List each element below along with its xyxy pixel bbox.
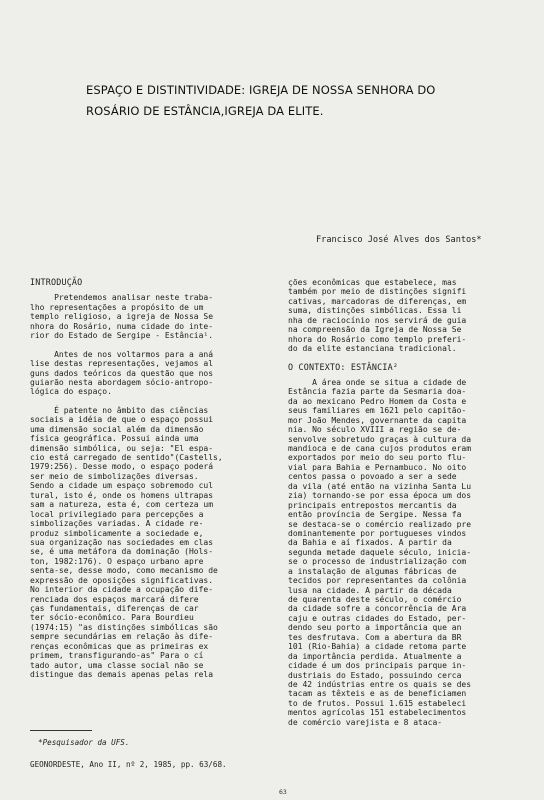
text-line: sociais a idéia de que o espaço possui	[30, 415, 214, 425]
text-line: na compreensão da Igreja de Nossa Se	[288, 325, 462, 335]
section-heading-contexto: O CONTEXTO: ESTÂNCIA²	[288, 361, 399, 372]
left-column	[30, 278, 278, 680]
text-line: sam a natureza, esta é, com certeza um	[30, 500, 214, 510]
text-line: senta-se, desse modo, como mecanismo de	[30, 566, 218, 576]
paragraph	[30, 350, 278, 397]
text-line: dominantemente por portugueses vindos	[288, 528, 467, 538]
text-line: A área onde se situa a cidade de	[288, 377, 467, 387]
text-line: tural, isto é, onde os homens ultrapas	[30, 490, 214, 500]
text-line: lise destas representações, vejamos al	[30, 359, 214, 369]
text-line: da Bahia e aí fixados. A partir da	[288, 538, 452, 548]
text-line: simbolizações variadas. A cidade re-	[30, 519, 204, 529]
text-line: exportados por meio do seu porto flu-	[288, 453, 467, 463]
text-line: guns dados teóricos da questão que nos	[30, 368, 214, 378]
text-line: do da elite estanciana tradicional.	[288, 344, 457, 354]
text-line: Pretendemos analisar neste traba-	[30, 293, 214, 303]
text-line: tacam as têxteis e as de beneficiamen	[288, 689, 467, 699]
text-line: expressão de oposições significativas.	[30, 575, 214, 585]
text-line: principais entrepostos mercantis da	[288, 500, 457, 510]
text-line: Estância fazia parte da Sesmaria doa-	[288, 387, 467, 397]
text-line: vial para Bahia e Pernambuco. No oito	[288, 462, 467, 472]
title-line-1: ESPAÇO E DISTINTIVIDADE: IGREJA DE NOSSA SENHORA DO	[86, 83, 436, 97]
text-line: senvolve sobretudo graças à cultura da	[288, 434, 472, 444]
paragraph	[30, 293, 278, 340]
text-line: caju e outras cidades do Estado, per-	[288, 613, 467, 623]
text-line: da vila (até então na vizinha Santa Lu	[288, 481, 472, 491]
text-line: então província de Sergipe. Nessa fa	[288, 510, 462, 520]
text-line: ter sócio-econômico. Para Bourdieu	[30, 613, 194, 623]
text-line: sua organização nas sociedades em clas	[30, 537, 214, 547]
text-line: de quarenta deste século, o comércio	[288, 595, 462, 605]
text-line: No interior da cidade a ocupação dife-	[30, 585, 214, 595]
footnote: *Pesquisador da UFS.	[38, 738, 130, 747]
article-title	[86, 80, 486, 122]
text-line: centos passa o povoado a ser a sede	[288, 472, 457, 482]
text-line: nia. No século XVIII a região se de-	[288, 425, 462, 435]
text-line: física geográfica. Possui ainda uma	[30, 434, 199, 444]
text-line: lógica do espaço.	[30, 387, 112, 397]
text-line: tado autor, uma classe social não se	[30, 660, 204, 670]
text-line: se o processo de industrialização com	[288, 557, 467, 567]
text-line: de 42 indústrias entre os quais se des	[288, 679, 472, 689]
text-line: 1979:256). Desse modo, o espaço poderá	[30, 462, 214, 472]
text-line: uma dimensão social além da dimensão	[30, 424, 204, 434]
page-number: 63	[279, 788, 287, 796]
text-line: sempre secundárias em relação às dife-	[30, 632, 214, 642]
text-line: da importância perdida. Atualmente a	[288, 651, 462, 661]
text-line: tecidos por representantes da colônia	[288, 576, 467, 586]
text-line: mor João Mendes, governante da capita	[288, 415, 467, 425]
text-line: cidade é um dos principais parque in-	[288, 661, 467, 671]
text-line: lusa na cidade. A partir da década	[288, 585, 452, 595]
text-line: ças fundamentais, diferenças de car	[30, 604, 199, 614]
text-line: ton, 1982:176). O espaço urbano apre	[30, 556, 204, 566]
footnote-rule	[30, 730, 92, 731]
text-line: se, é uma metáfora da dominação (Hols-	[30, 547, 214, 557]
right-paragraph-main	[288, 378, 520, 727]
left-paragraphs	[30, 293, 278, 679]
text-line: ções econômicas que estabelece, mas	[288, 278, 457, 287]
text-line: de comércio varejista e 8 ataca-	[288, 717, 443, 727]
text-line: guiarão nesta abordagem sócio-antropo-	[30, 377, 214, 387]
text-line: nha de raciocínio nos servirá de guia	[288, 315, 467, 325]
text-line: cio está carregado de sentido"(Castells,	[30, 453, 223, 463]
text-line: da ao mexicano Pedro Homem da Costa e	[288, 396, 467, 406]
right-paragraph-top	[288, 278, 520, 354]
section-heading-introducao: INTRODUÇÃO	[30, 277, 83, 287]
text-line: dustriais do Estado, possuindo cerca	[288, 670, 462, 680]
right-column	[288, 278, 520, 727]
text-line: nhora do Rosário, numa cidade do inte-	[30, 321, 214, 331]
text-line: dendo seu porto a importância que an	[288, 623, 462, 633]
text-line: Sendo a cidade um espaço sobremodo cul	[30, 481, 214, 491]
author-name: Francisco José Alves dos Santos*	[316, 235, 482, 245]
text-line: local privilegiado para percepções a	[30, 509, 204, 519]
text-line: nhora do Rosário como templo preferi-	[288, 334, 467, 344]
journal-reference: GEONORDESTE, Ano II, nº 2, 1985, pp. 63/68.	[30, 760, 227, 769]
text-line: também por meio de distinções signifi	[288, 287, 467, 297]
text-line: suma, distinções simbólicas. Essa li	[288, 306, 462, 316]
paragraph	[30, 406, 278, 680]
text-line: se destaca-se o comércio realizado pre	[288, 519, 472, 529]
text-line: lho representações a propósito de um	[30, 302, 204, 312]
title-line-2: ROSÁRIO DE ESTÂNCIA,IGREJA DA ELITE.	[86, 104, 324, 118]
text-line: (1974:15) "as distinções simbólicas são	[30, 622, 218, 632]
text-line: rior do Estado de Sergipe - Estância¹.	[30, 331, 214, 341]
text-line: renciada dos espaços marcará difere	[30, 594, 199, 604]
text-line: ser meio de simbolizações diversas.	[30, 471, 199, 481]
text-line: to de frutos. Possui 1.615 estabeleci	[288, 698, 467, 708]
text-line: segunda metade daquele século, inicia-	[288, 547, 472, 557]
text-line: templo religioso, a igreja de Nossa Se	[30, 312, 214, 322]
text-line: tes desfrutava. Com a abertura da BR	[288, 632, 462, 642]
text-line: da cidade sofre a concorrência de Ara	[288, 604, 467, 614]
text-line: distingue das demais apenas pelas rela	[30, 670, 214, 680]
text-line: mentos agrícolas 151 estabelecimentos	[288, 708, 467, 718]
paragraph-gap	[30, 397, 278, 406]
text-line: renças econômicas que as primeiras ex	[30, 641, 209, 651]
paragraph-gap	[30, 341, 278, 350]
text-line: seus familiares em 1621 pelo capitão-	[288, 406, 467, 416]
text-line: É patente no âmbito das ciências	[30, 405, 209, 415]
text-line: cativas, marcadoras de diferenças, em	[288, 296, 467, 306]
text-line: primem, transfigurando-as" Para o cí	[30, 651, 204, 661]
text-line: a instalação de algumas fábricas de	[288, 566, 457, 576]
text-line: Antes de nos voltarmos para a aná	[30, 349, 214, 359]
text-line: mandioca e de cana cujos produtos eram	[288, 444, 472, 454]
text-line: produz simbolicamente a sociedade e,	[30, 528, 204, 538]
text-line: dimensão simbólica, ou seja: "El espa-	[30, 443, 214, 453]
text-line: 101 (Rio-Bahia) a cidade retoma parte	[288, 642, 467, 652]
text-line: zia) tornando-se por essa época um dos	[288, 491, 472, 501]
